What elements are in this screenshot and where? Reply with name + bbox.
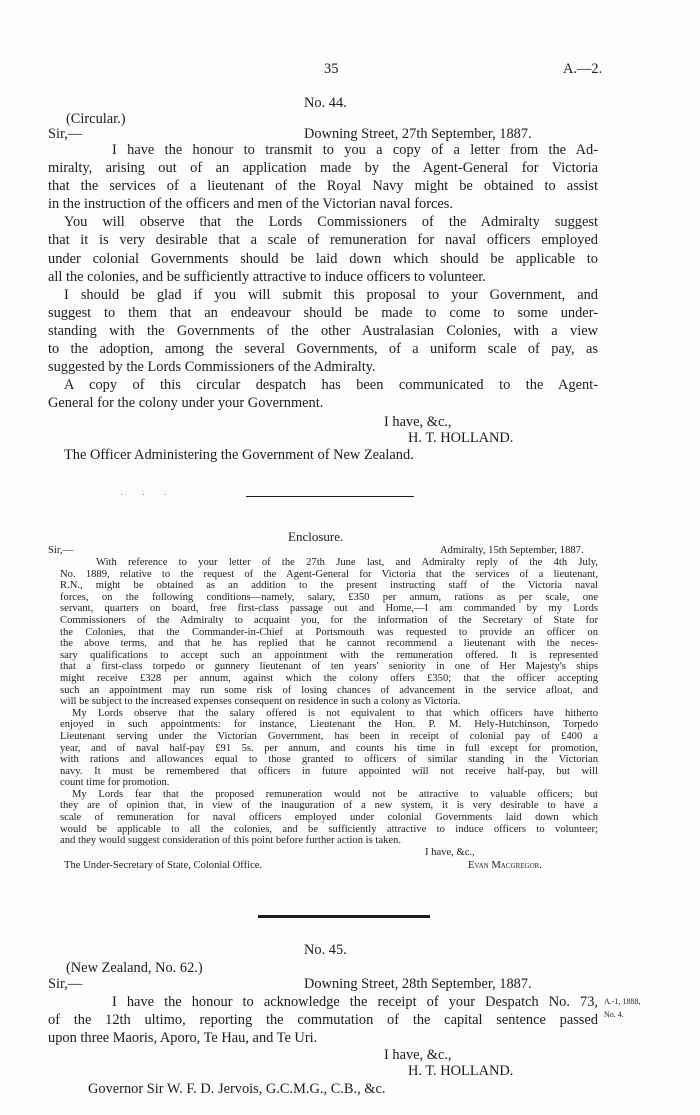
body-line: of the 12th ultimo, reporting the commutation of the capital sentence passed xyxy=(48,1012,598,1029)
body-line: sary qualifications to accept such an appointment with the remuneration offered. It is represented xyxy=(60,649,598,661)
enclosure-body xyxy=(60,557,598,847)
letter-45-salutation: Sir,— xyxy=(48,976,83,992)
body-line: A copy of this circular despatch has been communicated to the Agent- xyxy=(64,377,598,394)
body-line: all the colonies, and be sufficiently attractive to induce officers to volunteer. xyxy=(48,268,486,285)
letter-44-closing: I have, &c., xyxy=(384,414,452,430)
body-line: You will observe that the Lords Commissioners of the Admiralty suggest xyxy=(64,214,598,231)
enclosure-title: Enclosure. xyxy=(288,529,344,544)
faint-dots: · · · xyxy=(120,490,175,501)
body-line: the Colonies, that the Commander-in-Chief at Portsmouth was requested to provide an officer on xyxy=(60,626,598,638)
body-line: suggested by the Lords Commissioners of the Admiralty. xyxy=(48,359,376,376)
body-line: that the services of a lieutenant of the Royal Navy might be obtained to assist xyxy=(48,178,598,195)
letter-45-number: No. 45. xyxy=(304,942,347,958)
body-line: would be applicable to all the colonies, and be sufficiently attractive to induce officers to volunteer; xyxy=(60,823,598,835)
body-line: such an appointment may run some risk of losing chances of advancement in the service afloat, and xyxy=(60,684,598,696)
page-number: 35 xyxy=(324,61,339,77)
letter-44-number: No. 44. xyxy=(304,95,347,111)
body-line: Lieutenant serving under the Victorian Government, has been in receipt of colonial pay of £400 a xyxy=(60,730,598,742)
letter-45-signature: H. T. HOLLAND. xyxy=(408,1063,514,1079)
body-line: with rations and allowances equal to those granted to officers of similar standing in the Victorian xyxy=(60,754,598,766)
letter-44-place-date: Downing Street, 27th September, 1887. xyxy=(304,126,532,142)
body-line: I should be glad if you will submit this proposal to your Government, and xyxy=(64,286,598,303)
letter-44-salutation: Sir,— xyxy=(48,126,83,142)
body-line: General for the colony under your Government. xyxy=(48,395,324,412)
body-line: suggest to them that an endeavour should be made to come to some under- xyxy=(48,304,598,321)
body-line: under colonial Governments should be laid down which should be applicable to xyxy=(48,250,598,267)
body-line: servant, quarters on board, free first-class passage out and Home,—I am commanded by my Lords xyxy=(60,603,598,615)
body-line: I have the honour to transmit to you a copy of a letter from the Ad- xyxy=(112,142,598,158)
body-line: standing with the Governments of the other Australasian Colonies, with a view xyxy=(48,322,598,339)
body-line: that it is very desirable that a scale of remuneration for naval officers employed xyxy=(48,232,598,249)
enclosure-signature: Evan Macgregor. xyxy=(468,860,542,871)
body-line: scale of remuneration for naval officers employed under colonial Governments laid down which xyxy=(60,812,598,824)
body-line: year, and of naval half-pay £91 5s. per annum, and counts his time in full except for promotion, xyxy=(60,742,598,754)
margin-note-ref: A.-1, 1888, xyxy=(604,997,641,1006)
body-line: count time for promotion. xyxy=(60,777,170,789)
letter-44-body xyxy=(48,141,598,412)
letter-45-closing: I have, &c., xyxy=(384,1047,452,1063)
body-line: forces, on the following conditions—namely, salary, £350 per annum, rations as per scale, one xyxy=(60,591,598,603)
enclosure-place-date: Admiralty, 15th September, 1887. xyxy=(440,545,584,556)
body-line: the above terms, and that he has replied that he cannot recommend a lieutenant with the neces- xyxy=(60,638,598,650)
body-line: My Lords fear that the proposed remuneration would not be attractive to valuable officers; but xyxy=(72,788,598,800)
letter-44-addressee: The Officer Administering the Government of New Zealand. xyxy=(64,447,414,463)
letter-45-place-date: Downing Street, 28th September, 1887. xyxy=(304,976,532,992)
body-line: R.N., might be obtained as an addition to the present instructing staff of the Victoria naval xyxy=(60,580,598,592)
body-line: enjoyed in such appointments: for instance, Lieutenant the Hon. P. M. Hely-Hutchinson, Torpedo xyxy=(60,719,598,731)
letter-45-body xyxy=(48,993,598,1047)
body-line: they are of opinion that, in view of the inauguration of a new system, it is very desirable to have a xyxy=(60,800,598,812)
enclosure-salutation: Sir,— xyxy=(48,545,74,556)
body-line: navy. It must be remembered that officers in future appointed will not receive half-pay, but will xyxy=(60,765,598,777)
section-rule xyxy=(246,496,414,497)
letter-45-addressee: Governor Sir W. F. D. Jervois, G.C.M.G., C.B., &c. xyxy=(88,1081,386,1097)
body-line: I have the honour to acknowledge the receipt of your Despatch No. 73, xyxy=(112,994,598,1010)
body-line: and they would suggest consideration of this point before further action is taken. xyxy=(60,835,401,847)
enclosure-addressee: The Under-Secretary of State, Colonial Office. xyxy=(64,860,263,871)
body-line: in the instruction of the officers and men of the Victorian naval forces. xyxy=(48,196,454,213)
body-line: Commissioners of the Admiralty to acquaint you, for the information of the Secretary of State for xyxy=(60,614,598,626)
section-ref: A.—2. xyxy=(563,61,603,77)
letter-44-signature: H. T. HOLLAND. xyxy=(408,430,514,446)
enclosure-closing: I have, &c., xyxy=(425,847,475,858)
body-line: upon three Maoris, Aporo, Te Hau, and Te Uri. xyxy=(48,1030,318,1047)
body-line: might receive £328 per annum, against which the colony offers £350; that the officer accepting xyxy=(60,672,598,684)
body-line: With reference to your letter of the 27th June last, and Admiralty reply of the 4th July, xyxy=(96,557,598,568)
section-rule-thick xyxy=(258,915,430,918)
body-line: My Lords observe that the salary offered is not equivalent to that which officers have hitherto xyxy=(72,707,598,719)
body-line: will be subject to the increased expenses consequent on residence in such a colony as Victoria. xyxy=(60,696,461,708)
body-line: to the adoption, among the several Governments, of a uniform scale of pay, as xyxy=(48,341,598,358)
letter-45-ref: (New Zealand, No. 62.) xyxy=(66,960,203,976)
body-line: miralty, arising out of an application made by the Agent-General for Victoria xyxy=(48,160,598,177)
body-line: that a first-class torpedo or gunnery lieutenant of ten years' seniority in one of Her Majesty's ships xyxy=(60,661,598,673)
letter-44-circular: (Circular.) xyxy=(66,111,126,127)
body-line: No. 1889, relative to the request of the Agent-General for Victoria that the services of a lieutenant, xyxy=(60,568,598,580)
margin-note-no: No. 4. xyxy=(604,1010,624,1019)
